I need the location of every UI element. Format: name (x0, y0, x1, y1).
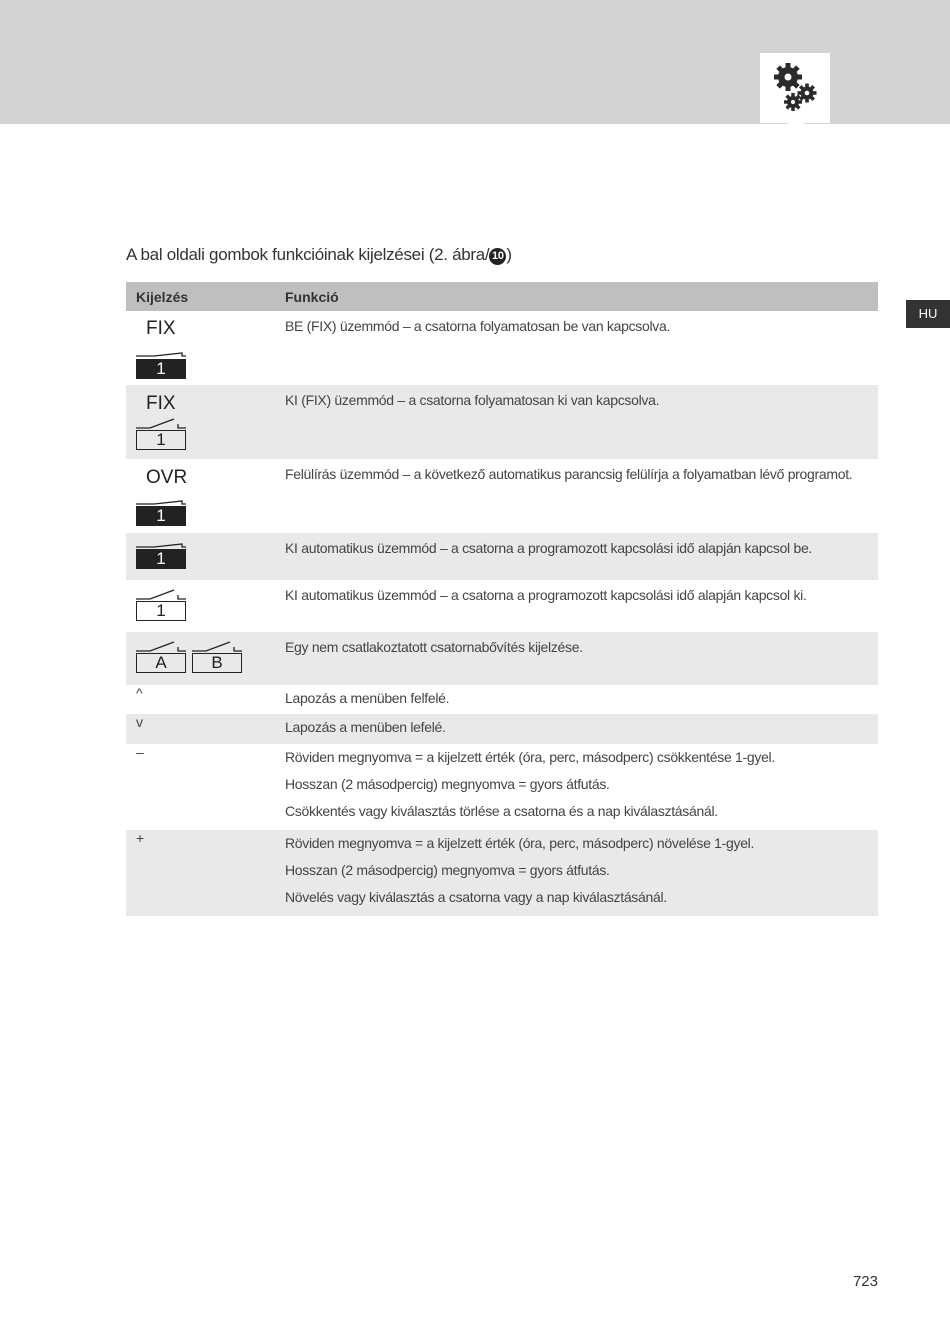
table-row (126, 714, 878, 744)
auto-off-symbol (136, 580, 276, 632)
function-cell (285, 580, 878, 632)
column-header-display: Kijelzés (126, 282, 285, 311)
channel-box: 1 (136, 549, 186, 569)
fix-off-symbol (136, 385, 276, 459)
page-number: 723 (852, 1273, 878, 1290)
switch-closed-icon (136, 494, 196, 506)
display-word: FIX (146, 393, 176, 414)
channel-box: 1 (136, 430, 186, 450)
plus-key-label: + (126, 830, 285, 916)
channel-box-b: B (192, 653, 242, 673)
up-key-label: ^ (136, 685, 143, 701)
switch-open-icon (136, 586, 196, 602)
table-row (126, 580, 878, 632)
switch-open-icon (136, 638, 196, 654)
function-text: Felülírás üzemmód – a következő automatikus parancsig felülírja a folyamatban lévő programot. (285, 466, 853, 482)
table-row (126, 685, 878, 714)
ovr-symbol (136, 459, 276, 533)
function-text: KI automatikus üzemmód – a csatorna a programozott kapcsolási idő alapján kapcsol ki. (285, 587, 807, 603)
auto-on-symbol (136, 533, 276, 580)
table-row (126, 744, 878, 830)
fix-on-symbol (136, 311, 276, 385)
function-text: Csökkentés vagy kiválasztás törlése a csatorna és a nap kiválasztásánál. (285, 803, 718, 819)
function-text: Növelés vagy kiválasztás a csatorna vagy a nap kiválasztásánál. (285, 889, 667, 905)
gears-badge (760, 53, 830, 123)
badge-pointer (787, 122, 805, 138)
switch-closed-icon (136, 346, 196, 358)
function-text: Lapozás a menüben lefelé. (285, 719, 446, 735)
function-cell (285, 459, 878, 533)
function-table (126, 282, 878, 916)
function-cell (285, 533, 878, 580)
section-title-close: ) (506, 245, 512, 264)
table-row (126, 632, 878, 685)
display-cell (126, 533, 285, 580)
function-text: Hosszan (2 másodpercig) megnyomva = gyors átfutás. (285, 862, 610, 878)
language-tab: HU (906, 300, 950, 328)
channel-box: 1 (136, 359, 186, 379)
channel-box-a: A (136, 653, 186, 673)
display-cell (126, 632, 285, 685)
switch-open-icon (136, 415, 196, 431)
table-row (126, 385, 878, 459)
column-header-function: Funkció (285, 282, 878, 311)
display-cell (126, 459, 285, 533)
table-row (126, 533, 878, 580)
channel-box: 1 (136, 506, 186, 526)
function-cell (285, 385, 878, 459)
section-title-text: A bal oldali gombok funkcióinak kijelzései (2. ábra/ (126, 245, 490, 264)
function-cell (285, 830, 878, 916)
display-cell (126, 311, 285, 385)
display-cell (126, 385, 285, 459)
function-cell (285, 632, 878, 685)
table-row (126, 830, 878, 916)
display-cell (126, 580, 285, 632)
table-row (126, 459, 878, 533)
gears-icon (760, 53, 830, 123)
function-text: KI (FIX) üzemmód – a csatorna folyamatosan ki van kapcsolva. (285, 392, 660, 408)
switch-open-icon (192, 638, 252, 654)
function-text: BE (FIX) üzemmód – a csatorna folyamatosan be van kapcsolva. (285, 318, 671, 334)
function-text: Lapozás a menüben felfelé. (285, 690, 450, 706)
display-word: FIX (146, 318, 176, 339)
display-word: OVR (146, 467, 188, 488)
down-key-label: v (126, 714, 285, 744)
figure-number-badge: 10 (489, 248, 506, 265)
function-text: Röviden megnyomva = a kijelzett érték (óra, perc, másodperc) növelése 1-gyel. (285, 835, 755, 851)
function-text: Röviden megnyomva = a kijelzett érték (óra, perc, másodperc) csökkentése 1-gyel. (285, 749, 775, 765)
channel-box: 1 (136, 601, 186, 621)
table-header-row (126, 282, 878, 311)
minus-key-label: – (136, 744, 144, 760)
function-text: Egy nem csatlakoztatott csatornabővítés kijelzése. (285, 639, 583, 655)
function-cell (285, 685, 878, 714)
function-text: Hosszan (2 másodpercig) megnyomva = gyors átfutás. (285, 776, 610, 792)
section-title (126, 245, 512, 265)
function-cell (285, 744, 878, 830)
function-cell (285, 311, 878, 385)
extension-symbol (136, 632, 276, 685)
function-cell (285, 714, 878, 744)
table-row (126, 311, 878, 385)
switch-closed-icon (136, 537, 196, 549)
function-text: KI automatikus üzemmód – a csatorna a programozott kapcsolási idő alapján kapcsol be. (285, 540, 813, 556)
